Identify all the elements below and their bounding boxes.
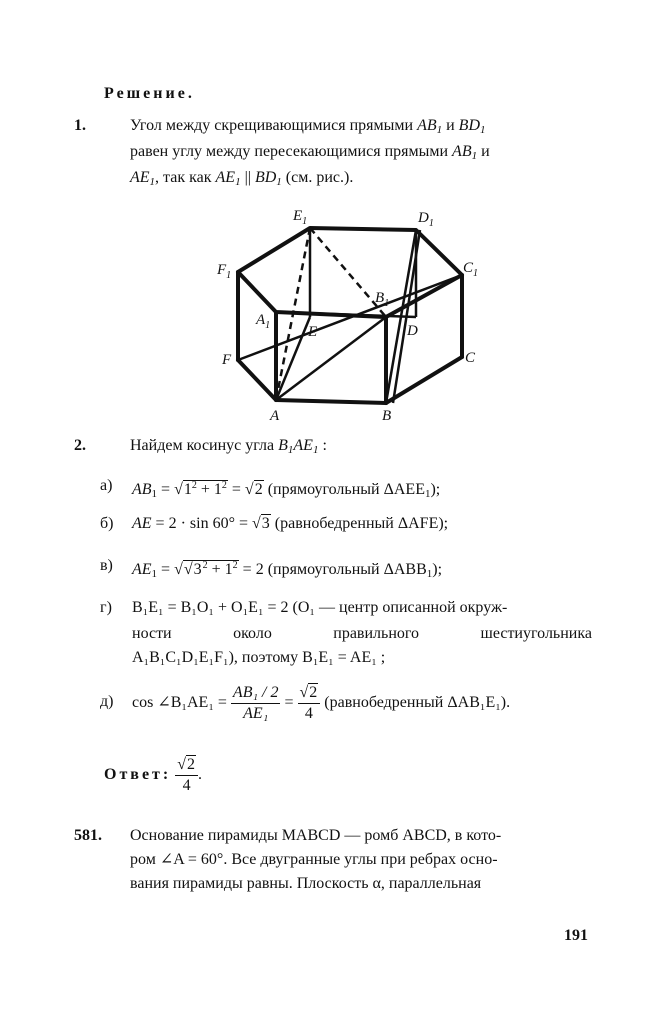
fraction-2: $\frac{√2}{4}$ [298,683,321,724]
label-D: D [407,323,418,339]
label-A1: $A_1$ [256,312,271,331]
item-1-line-3: $AE_1$, так как $AE_1$ || $BD_1$ (см. рис.). [130,169,354,188]
step-c-label: в) [100,557,113,574]
answer-fraction: $\frac{√2}{4}$ [175,755,198,796]
answer: Ответ: $\frac{√2}{4}$ . [104,755,203,794]
step-c-formula: $AE_1 = √√3^2 + 1^2 = 2$ (прямоугольный $\Delta ABB_1$); [132,560,443,580]
item-2-number: 2. [74,437,86,454]
edge-FA [238,360,276,400]
label-F1: $F_1$ [217,262,232,281]
label-D1: $D_1$ [418,210,434,229]
solution-heading: Решение. [104,85,195,102]
step-d-line-3: A₁B₁C₁D₁E₁F₁), поэтому B₁E₁ = AE₁ ; [132,649,386,666]
item-2-intro: Найдем косинус угла $B_1AE_1$ : [130,437,327,456]
step-b-label: б) [100,515,114,532]
step-b-formula: AE = 2 · sin 60° = √3 (равнобедренный ΔAFE); [132,515,449,532]
label-B1: $B_1$ [375,290,390,309]
label-C1: $C_1$ [463,260,479,279]
step-e-formula: cos ∠B₁AE₁ = $\frac{\text{AB₁ / 2}}{\text{AE₁}}$ = $\frac{√2}{4}$ (равнобедренный ΔAB₁E₁). [132,683,511,722]
edge-AB [276,400,386,403]
label-C: C [465,350,476,366]
step-d-label: г) [100,599,112,616]
prism-figure [200,200,500,430]
problem-581-line-2: ром ∠A = 60°. Все двугранные углы при ребрах осно- [130,851,498,868]
fraction-1: $\frac{\text{AB₁ / 2}}{\text{AE₁}}$ [232,683,279,722]
item-1-line-2: равен углу между пересекающимися прямыми $AB_1$ и [130,143,490,162]
item-1-line-1: Угол между скрещивающимися прямыми $AB_1$ и $BD_1$ [130,117,486,136]
label-F: F [222,352,232,368]
label-E: E [308,324,318,340]
problem-581-number: 581. [74,827,102,844]
item-1-number: 1. [74,117,86,134]
step-a-formula: $AB_1 = √1^2 + 1^2 = √2$ (прямоугольный $\Delta AEE_1$); [132,480,441,500]
problem-581-line-1: Основание пирамиды MABCD — ромб ABCD, в кото- [130,827,502,844]
problem-581-line-3: вания пирамиды равны. Плоскость α, параллельная [130,875,482,892]
label-A: A [270,408,280,424]
step-d-line-1: B₁E₁ = B₁O₁ + O₁E₁ = 2 (O₁ — центр описанной окруж- [132,599,508,616]
line-FC1 [238,275,462,360]
label-B: B [382,408,392,424]
step-a-label: а) [100,477,113,494]
page-number: 191 [564,927,588,944]
step-d-line-2: ности около правильного шестиугольника [132,625,592,642]
label-E1: $E_1$ [293,208,308,227]
step-e-label: д) [100,693,114,710]
top-hexagon [238,228,462,317]
